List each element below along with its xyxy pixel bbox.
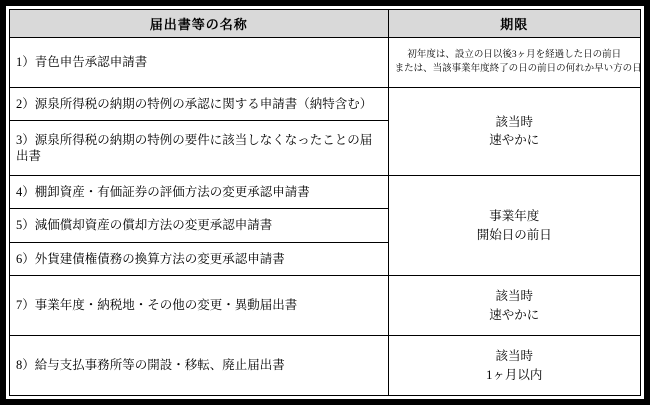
deadline-line: 速やかに: [489, 307, 540, 322]
table-row: [10, 87, 641, 120]
filing-name-cell: 3）源泉所得税の納期の特例の要件に該当しなくなったことの届出書: [10, 121, 389, 176]
deadline-line: 事業年度: [489, 209, 540, 224]
deadline-cell: [388, 276, 640, 336]
filing-name-cell: 2）源泉所得税の納期の特例の承認に関する申請書（納特含む）: [10, 87, 389, 120]
table-header-row: [10, 10, 641, 38]
table-row: [10, 38, 641, 88]
deadline-line: または、当該事業年度終了の日の前日の何れか早い方の日: [394, 64, 642, 75]
deadline-line: 初年度は、設立の日以後3ヶ月を経過した日の前日: [407, 50, 622, 61]
filing-name-cell: 4）棚卸資産・有価証券の評価方法の変更承認申請書: [10, 175, 389, 208]
deadline-line: 速やかに: [489, 133, 540, 148]
table-row: [10, 336, 641, 396]
deadline-line: 該当時: [495, 349, 534, 364]
deadline-cell: [388, 336, 640, 396]
filing-deadline-table: [9, 9, 641, 396]
deadline-line: 該当時: [495, 115, 534, 130]
filing-name-cell: 8）給与支払事務所等の開設・移転、廃止届出書: [10, 336, 389, 396]
column-header-term: 期限: [388, 10, 640, 38]
deadline-line: 1ヶ月以内: [486, 367, 543, 382]
deadline-line: 開始日の前日: [476, 227, 552, 242]
table-header: [10, 10, 641, 38]
filing-name-cell: 7）事業年度・納税地・その他の変更・異動届出書: [10, 276, 389, 336]
table-body: [10, 38, 641, 396]
table-row: [10, 276, 641, 336]
filing-name-cell: 5）減価償却資産の償却方法の変更承認申請書: [10, 209, 389, 242]
table-row: [10, 175, 641, 208]
deadline-cell: [388, 38, 640, 88]
deadline-line: 該当時: [495, 289, 534, 304]
column-header-name: 届出書等の名称: [10, 10, 389, 38]
filing-name-cell: 6）外貨建債権債務の換算方法の変更承認申請書: [10, 242, 389, 275]
filing-name-cell: 1）青色申告承認申請書: [10, 38, 389, 88]
deadline-cell: [388, 87, 640, 175]
deadline-cell: [388, 175, 640, 275]
